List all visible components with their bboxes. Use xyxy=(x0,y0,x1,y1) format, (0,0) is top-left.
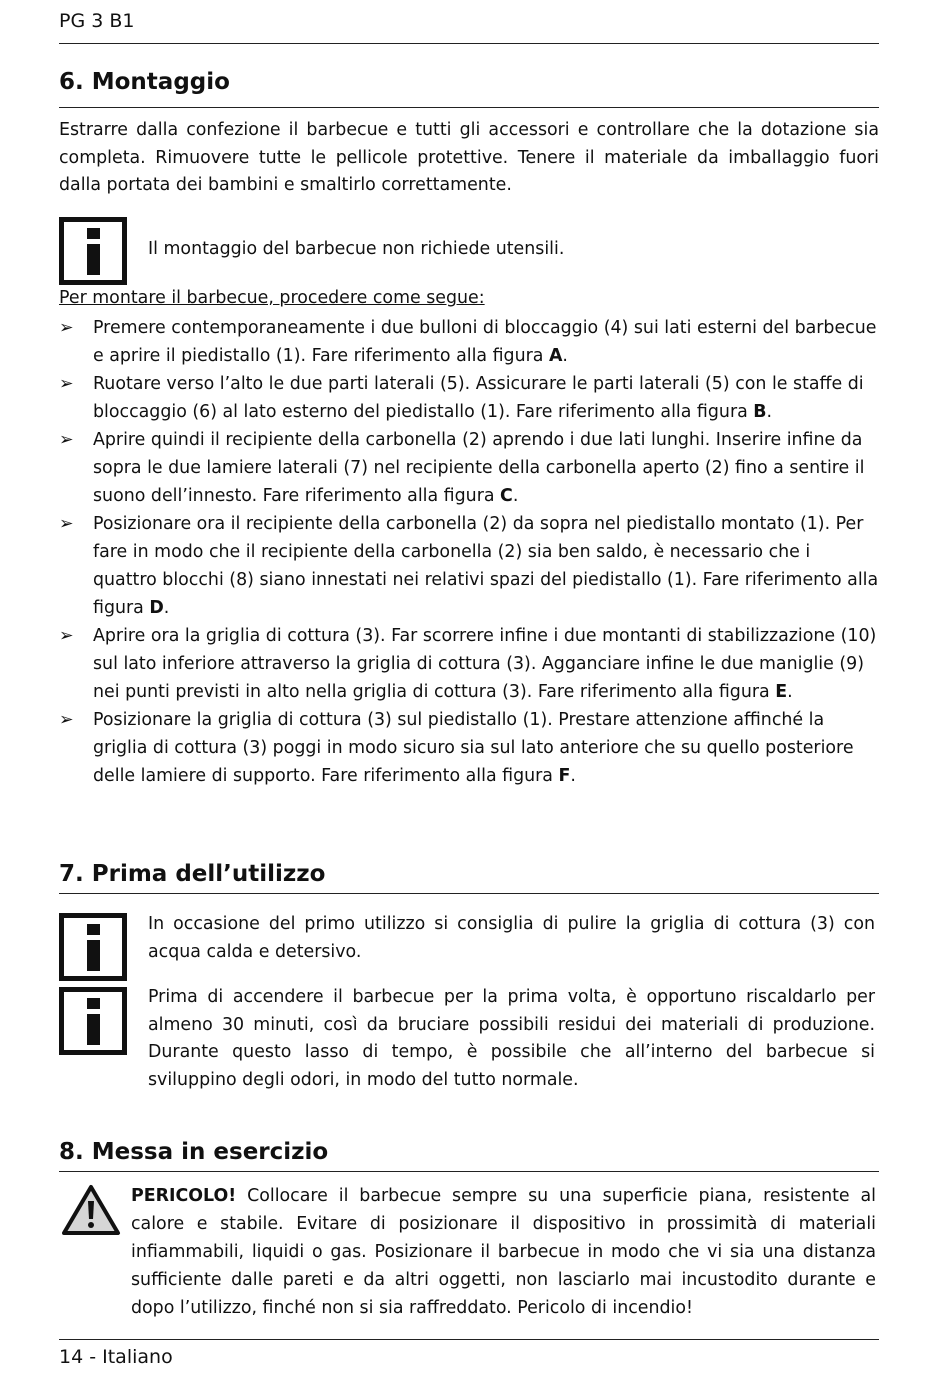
steps-heading: Per montare il barbecue, procedere come segue: xyxy=(59,288,485,308)
warning-text: PERICOLO! Collocare il barbecue sempre su una superficie piana, resistente al calore e stabile. Evitare di posizionare il dispositivo in prossimità di materiali infiammabili, liquidi o gas. Posizionare il barbecue in modo che vi sia una distanza sufficiente dalle pareti e da altri oggetti, non lasciarlo mai incustodito durante e dopo l’utilizzo, finché non si sia raffreddato. Pericolo di incendio! xyxy=(131,1186,876,1318)
arrow-bullet-icon: ➢ xyxy=(59,374,74,394)
step-item: ➢ Aprire ora la griglia di cottura (3). Far scorrere infine i due montanti di stabilizzazione (10) sul lato inferiore attraverso la griglia di cottura (3). Agganciare infine le due maniglie (9) nei punti previsti in alto nella griglia di cottura (3). Fare riferimento alla figura E. xyxy=(59,622,879,706)
info-icon xyxy=(59,987,127,1055)
warning-label: PERICOLO! xyxy=(131,1186,237,1206)
assembly-steps xyxy=(59,314,879,790)
section-rule xyxy=(59,107,879,108)
header-rule xyxy=(59,43,879,44)
arrow-bullet-icon: ➢ xyxy=(59,514,74,534)
step-item: ➢ Posizionare la griglia di cottura (3) sul piedistallo (1). Prestare attenzione affinché la griglia di cottura (3) poggi in modo sicuro sia sul lato anteriore che su quello posteriore delle lamiere di supporto. Fare riferimento alla figura F. xyxy=(59,706,879,790)
warning-triangle-icon xyxy=(61,1184,121,1236)
note-first-cleaning: In occasione del primo utilizzo si consiglia di pulire la griglia di cottura (3) con acqua calda e detersivo. xyxy=(148,914,875,962)
step-item: ➢ Posizionare ora il recipiente della carbonella (2) da sopra nel piedistallo montato (1). Per fare in modo che il recipiente della carbonella (2) sia ben saldo, è necessario che i quattro blocchi (8) siano innestati nei relativi spazi del piedistallo (1). Fare riferimento alla figura D. xyxy=(59,510,879,622)
section-title-prima-utilizzo: 7. Prima dell’utilizzo xyxy=(59,861,326,887)
document-model: PG 3 B1 xyxy=(59,10,135,32)
page-number: 14 xyxy=(59,1346,84,1368)
footer-rule xyxy=(59,1339,879,1340)
section-title-montaggio: 6. Montaggio xyxy=(59,69,230,95)
step-item: ➢ Premere contemporaneamente i due bulloni di bloccaggio (4) sui lati esterni del barbecue e aprire il piedistallo (1). Fare riferimento alla figura A. xyxy=(59,314,879,370)
arrow-bullet-icon: ➢ xyxy=(59,430,74,450)
note-preheat: Prima di accendere il barbecue per la prima volta, è opportuno riscaldarlo per almeno 30 minuti, così da bruciare possibili residui dei materiali di produzione. Durante questo lasso di tempo, è possibile che all’interno del barbecue si sviluppino degli odori, in modo del tutto normale. xyxy=(148,987,875,1090)
step-item: ➢ Ruotare verso l’alto le due parti laterali (5). Assicurare le parti laterali (5) con le staffe di bloccaggio (6) al lato esterno del piedistallo (1). Fare riferimento alla figura B. xyxy=(59,370,879,426)
info-icon xyxy=(59,913,127,981)
step-item: ➢ Aprire quindi il recipiente della carbonella (2) aprendo i due lati lunghi. Inserire infine da sopra le due lamiere laterali (7) nel recipiente della carbonella aperto (2) fino a sentire il suono dell’innesto. Fare riferimento alla figura C. xyxy=(59,426,879,510)
montaggio-intro: Estrarre dalla confezione il barbecue e tutti gli accessori e controllare che la dotazione sia completa. Rimuovere tutte le pellicole protettive. Tenere il materiale da imballaggio fuori dalla portata dei bambini e smaltirlo correttamente. xyxy=(59,120,879,195)
section-rule xyxy=(59,1171,879,1172)
note-no-tools: Il montaggio del barbecue non richiede utensili. xyxy=(148,239,565,259)
footer-language: Italiano xyxy=(102,1346,173,1368)
arrow-bullet-icon: ➢ xyxy=(59,710,74,730)
arrow-bullet-icon: ➢ xyxy=(59,626,74,646)
arrow-bullet-icon: ➢ xyxy=(59,318,74,338)
section-rule xyxy=(59,893,879,894)
section-title-messa-esercizio: 8. Messa in esercizio xyxy=(59,1139,329,1165)
info-icon xyxy=(59,217,127,285)
footer: 14 - Italiano xyxy=(59,1346,173,1368)
